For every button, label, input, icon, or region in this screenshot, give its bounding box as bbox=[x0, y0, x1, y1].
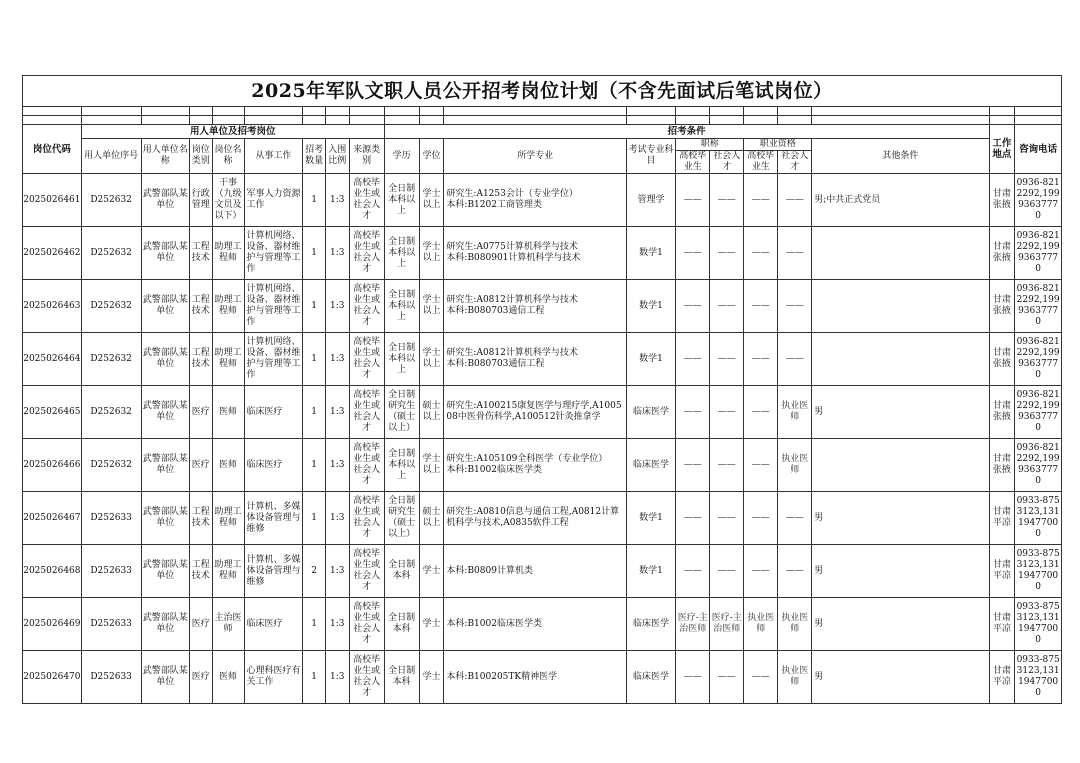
unit-no-cell: D252632 bbox=[81, 333, 141, 386]
education-cell: 全日制研究生（硕士以上） bbox=[384, 386, 419, 439]
title-grad-cell: —— bbox=[676, 280, 710, 333]
qual-grad-cell: 执业医师 bbox=[744, 598, 778, 651]
phone-cell: 0933-8753123,13119477000 bbox=[1015, 492, 1062, 545]
page-title: 2025年军队文职人员公开招考岗位计划（不含先面试后笔试岗位） bbox=[23, 76, 1062, 107]
post-type-cell: 医疗 bbox=[189, 439, 212, 492]
other-cell bbox=[812, 439, 989, 492]
qual-grad-cell: —— bbox=[744, 492, 778, 545]
education-cell: 全日制本科 bbox=[384, 651, 419, 704]
header-qual-social: 社会人才 bbox=[778, 151, 812, 174]
quota-cell: 1 bbox=[303, 386, 326, 439]
ratio-cell: 1:3 bbox=[325, 333, 349, 386]
work-cell: 军事人力资源工作 bbox=[244, 174, 303, 227]
unit-name-cell: 武警部队某单位 bbox=[141, 174, 189, 227]
table-body bbox=[23, 174, 1062, 704]
location-cell: 甘肃张掖 bbox=[989, 333, 1015, 386]
post-type-cell: 工程技术 bbox=[189, 227, 212, 280]
phone-cell: 0936-8212292,19993637770 bbox=[1015, 174, 1062, 227]
post-code-cell: 2025026462 bbox=[23, 227, 82, 280]
qual-social-cell: 执业医师 bbox=[778, 651, 812, 704]
education-cell: 全日制本科以上 bbox=[384, 333, 419, 386]
title-grad-cell: —— bbox=[676, 651, 710, 704]
phone-cell: 0936-8212292,19993637770 bbox=[1015, 227, 1062, 280]
header-major: 所学专业 bbox=[444, 139, 626, 174]
source-cell: 高校毕业生或社会人才 bbox=[349, 386, 384, 439]
header-title-grad: 高校毕业生 bbox=[676, 151, 710, 174]
quota-cell: 1 bbox=[303, 174, 326, 227]
location-cell: 甘肃平凉 bbox=[989, 651, 1015, 704]
table-row bbox=[23, 598, 1062, 651]
degree-cell: 学士以上 bbox=[419, 227, 444, 280]
location-cell: 甘肃平凉 bbox=[989, 492, 1015, 545]
header-unit-no: 用人单位序号 bbox=[81, 139, 141, 174]
title-grad-cell: —— bbox=[676, 439, 710, 492]
other-cell bbox=[812, 280, 989, 333]
exam-subject-cell: 数学1 bbox=[626, 227, 675, 280]
exam-subject-cell: 临床医学 bbox=[626, 439, 675, 492]
qual-social-cell: —— bbox=[778, 492, 812, 545]
phone-cell: 0933-8753123,13119477000 bbox=[1015, 598, 1062, 651]
post-name-cell: 助理工程师 bbox=[212, 280, 244, 333]
post-type-cell: 工程技术 bbox=[189, 333, 212, 386]
degree-cell: 学士以上 bbox=[419, 333, 444, 386]
qual-grad-cell: —— bbox=[744, 227, 778, 280]
post-type-cell: 工程技术 bbox=[189, 492, 212, 545]
table-row bbox=[23, 227, 1062, 280]
location-cell: 甘肃张掖 bbox=[989, 227, 1015, 280]
other-cell: 男 bbox=[812, 651, 989, 704]
recruitment-plan-table bbox=[22, 75, 1062, 704]
table-row bbox=[23, 280, 1062, 333]
source-cell: 高校毕业生或社会人才 bbox=[349, 280, 384, 333]
post-name-cell: 医师 bbox=[212, 439, 244, 492]
work-cell: 临床医疗 bbox=[244, 598, 303, 651]
degree-cell: 学士 bbox=[419, 545, 444, 598]
major-cell: 研究生:A0775计算机科学与技术 本科:B080901计算机科学与技术 bbox=[444, 227, 626, 280]
table-row bbox=[23, 333, 1062, 386]
unit-no-cell: D252633 bbox=[81, 598, 141, 651]
unit-name-cell: 武警部队某单位 bbox=[141, 333, 189, 386]
major-cell: 研究生:A1253会计（专业学位） 本科:B1202工商管理类 bbox=[444, 174, 626, 227]
degree-cell: 学士以上 bbox=[419, 280, 444, 333]
other-cell bbox=[812, 227, 989, 280]
table-row bbox=[23, 651, 1062, 704]
title-social-cell: —— bbox=[710, 386, 744, 439]
other-cell: 男 bbox=[812, 545, 989, 598]
header-quota: 招考数量 bbox=[303, 139, 326, 174]
quota-cell: 1 bbox=[303, 333, 326, 386]
ratio-cell: 1:3 bbox=[325, 280, 349, 333]
blank-row bbox=[23, 116, 1062, 125]
quota-cell: 1 bbox=[303, 651, 326, 704]
unit-name-cell: 武警部队某单位 bbox=[141, 227, 189, 280]
header-unit-name: 用人单位名称 bbox=[141, 139, 189, 174]
quota-cell: 1 bbox=[303, 598, 326, 651]
ratio-cell: 1:3 bbox=[325, 439, 349, 492]
education-cell: 全日制本科以上 bbox=[384, 227, 419, 280]
other-cell: 男 bbox=[812, 492, 989, 545]
unit-name-cell: 武警部队某单位 bbox=[141, 439, 189, 492]
location-cell: 甘肃张掖 bbox=[989, 174, 1015, 227]
exam-subject-cell: 临床医学 bbox=[626, 598, 675, 651]
source-cell: 高校毕业生或社会人才 bbox=[349, 651, 384, 704]
unit-no-cell: D252633 bbox=[81, 492, 141, 545]
title-grad-cell: 医疗-主治医师 bbox=[676, 598, 710, 651]
post-code-cell: 2025026461 bbox=[23, 174, 82, 227]
post-code-cell: 2025026464 bbox=[23, 333, 82, 386]
title-grad-cell: —— bbox=[676, 492, 710, 545]
header-title-group: 职称 bbox=[676, 139, 744, 151]
table-row bbox=[23, 492, 1062, 545]
other-cell: 男;中共正式党员 bbox=[812, 174, 989, 227]
qual-grad-cell: —— bbox=[744, 333, 778, 386]
major-cell: 本科:B1002临床医学类 bbox=[444, 598, 626, 651]
source-cell: 高校毕业生或社会人才 bbox=[349, 439, 384, 492]
unit-no-cell: D252632 bbox=[81, 386, 141, 439]
qual-social-cell: —— bbox=[778, 280, 812, 333]
phone-cell: 0936-8212292,19993637770 bbox=[1015, 386, 1062, 439]
header-post-code: 岗位代码 bbox=[23, 125, 82, 174]
title-social-cell: 医疗-主治医师 bbox=[710, 598, 744, 651]
source-cell: 高校毕业生或社会人才 bbox=[349, 598, 384, 651]
post-name-cell: 医师 bbox=[212, 651, 244, 704]
post-type-cell: 工程技术 bbox=[189, 545, 212, 598]
post-name-cell: 干事（九级文员及以下） bbox=[212, 174, 244, 227]
qual-social-cell: 执业医师 bbox=[778, 439, 812, 492]
phone-cell: 0933-8753123,13119477000 bbox=[1015, 651, 1062, 704]
qual-grad-cell: —— bbox=[744, 386, 778, 439]
unit-no-cell: D252632 bbox=[81, 439, 141, 492]
qual-grad-cell: —— bbox=[744, 651, 778, 704]
phone-cell: 0933-8753123,13119477000 bbox=[1015, 545, 1062, 598]
title-social-cell: —— bbox=[710, 174, 744, 227]
title-social-cell: —— bbox=[710, 333, 744, 386]
header-work: 从事工作 bbox=[244, 139, 303, 174]
post-name-cell: 主治医师 bbox=[212, 598, 244, 651]
unit-name-cell: 武警部队某单位 bbox=[141, 280, 189, 333]
work-cell: 临床医疗 bbox=[244, 439, 303, 492]
major-cell: 研究生:A100215康复医学与理疗学,A100508中医骨伤科学,A100512针灸推拿学 bbox=[444, 386, 626, 439]
work-cell: 计算机、多媒体设备管理与维修 bbox=[244, 492, 303, 545]
unit-name-cell: 武警部队某单位 bbox=[141, 386, 189, 439]
education-cell: 全日制本科 bbox=[384, 598, 419, 651]
ratio-cell: 1:3 bbox=[325, 598, 349, 651]
header-source: 来源类别 bbox=[349, 139, 384, 174]
unit-no-cell: D252632 bbox=[81, 280, 141, 333]
post-name-cell: 助理工程师 bbox=[212, 545, 244, 598]
degree-cell: 学士以上 bbox=[419, 439, 444, 492]
table-row bbox=[23, 174, 1062, 227]
quota-cell: 1 bbox=[303, 439, 326, 492]
qual-social-cell: —— bbox=[778, 333, 812, 386]
qual-social-cell: —— bbox=[778, 174, 812, 227]
location-cell: 甘肃平凉 bbox=[989, 598, 1015, 651]
major-cell: 研究生:A0812计算机科学与技术 本科:B080703通信工程 bbox=[444, 333, 626, 386]
major-cell: 本科:B100205TK精神医学 bbox=[444, 651, 626, 704]
location-cell: 甘肃张掖 bbox=[989, 280, 1015, 333]
qual-social-cell: 执业医师 bbox=[778, 598, 812, 651]
qual-grad-cell: —— bbox=[744, 280, 778, 333]
ratio-cell: 1:3 bbox=[325, 492, 349, 545]
education-cell: 全日制本科 bbox=[384, 545, 419, 598]
post-name-cell: 医师 bbox=[212, 386, 244, 439]
title-grad-cell: —— bbox=[676, 545, 710, 598]
header-other: 其他条件 bbox=[812, 139, 989, 174]
post-name-cell: 助理工程师 bbox=[212, 227, 244, 280]
phone-cell: 0936-8212292,19993637770 bbox=[1015, 333, 1062, 386]
degree-cell: 学士 bbox=[419, 598, 444, 651]
location-cell: 甘肃平凉 bbox=[989, 545, 1015, 598]
other-cell: 男 bbox=[812, 386, 989, 439]
header-exam-subject: 考试专业科目 bbox=[626, 139, 675, 174]
education-cell: 全日制研究生（硕士以上） bbox=[384, 492, 419, 545]
post-type-cell: 医疗 bbox=[189, 598, 212, 651]
education-cell: 全日制本科以上 bbox=[384, 280, 419, 333]
qual-grad-cell: —— bbox=[744, 174, 778, 227]
ratio-cell: 1:3 bbox=[325, 227, 349, 280]
post-code-cell: 2025026468 bbox=[23, 545, 82, 598]
ratio-cell: 1:3 bbox=[325, 174, 349, 227]
title-social-cell: —— bbox=[710, 545, 744, 598]
header-degree: 学位 bbox=[419, 139, 444, 174]
exam-subject-cell: 临床医学 bbox=[626, 651, 675, 704]
major-cell: 研究生:A0810信息与通信工程,A0812计算机科学与技术,A0835软件工程 bbox=[444, 492, 626, 545]
table-row bbox=[23, 545, 1062, 598]
title-social-cell: —— bbox=[710, 651, 744, 704]
degree-cell: 硕士以上 bbox=[419, 386, 444, 439]
source-cell: 高校毕业生或社会人才 bbox=[349, 333, 384, 386]
location-cell: 甘肃张掖 bbox=[989, 386, 1015, 439]
quota-cell: 1 bbox=[303, 227, 326, 280]
quota-cell: 1 bbox=[303, 492, 326, 545]
qual-grad-cell: —— bbox=[744, 439, 778, 492]
post-code-cell: 2025026466 bbox=[23, 439, 82, 492]
post-code-cell: 2025026463 bbox=[23, 280, 82, 333]
post-type-cell: 行政管理 bbox=[189, 174, 212, 227]
title-social-cell: —— bbox=[710, 439, 744, 492]
source-cell: 高校毕业生或社会人才 bbox=[349, 174, 384, 227]
title-grad-cell: —— bbox=[676, 227, 710, 280]
qual-social-cell: 执业医师 bbox=[778, 386, 812, 439]
post-code-cell: 2025026470 bbox=[23, 651, 82, 704]
qual-grad-cell: —— bbox=[744, 545, 778, 598]
post-code-cell: 2025026469 bbox=[23, 598, 82, 651]
exam-subject-cell: 数学1 bbox=[626, 280, 675, 333]
work-cell: 计算机网络、设备、器材维护与管理等工作 bbox=[244, 280, 303, 333]
post-code-cell: 2025026465 bbox=[23, 386, 82, 439]
post-type-cell: 工程技术 bbox=[189, 280, 212, 333]
other-cell: 男 bbox=[812, 598, 989, 651]
exam-subject-cell: 数学1 bbox=[626, 333, 675, 386]
unit-no-cell: D252633 bbox=[81, 545, 141, 598]
header-qual-grad: 高校毕业生 bbox=[744, 151, 778, 174]
quota-cell: 1 bbox=[303, 280, 326, 333]
table-row bbox=[23, 439, 1062, 492]
title-social-cell: —— bbox=[710, 227, 744, 280]
blank-row bbox=[23, 107, 1062, 116]
unit-no-cell: D252632 bbox=[81, 174, 141, 227]
title-social-cell: —— bbox=[710, 492, 744, 545]
post-name-cell: 助理工程师 bbox=[212, 492, 244, 545]
other-cell bbox=[812, 333, 989, 386]
phone-cell: 0936-8212292,19993637770 bbox=[1015, 280, 1062, 333]
quota-cell: 2 bbox=[303, 545, 326, 598]
header-ratio: 入围比例 bbox=[325, 139, 349, 174]
unit-no-cell: D252632 bbox=[81, 227, 141, 280]
source-cell: 高校毕业生或社会人才 bbox=[349, 545, 384, 598]
title-grad-cell: —— bbox=[676, 386, 710, 439]
qual-social-cell: —— bbox=[778, 545, 812, 598]
work-cell: 临床医疗 bbox=[244, 386, 303, 439]
unit-name-cell: 武警部队某单位 bbox=[141, 651, 189, 704]
header-title-social: 社会人才 bbox=[710, 151, 744, 174]
exam-subject-cell: 数学1 bbox=[626, 492, 675, 545]
post-name-cell: 助理工程师 bbox=[212, 333, 244, 386]
location-cell: 甘肃张掖 bbox=[989, 439, 1015, 492]
post-code-cell: 2025026467 bbox=[23, 492, 82, 545]
unit-name-cell: 武警部队某单位 bbox=[141, 598, 189, 651]
unit-name-cell: 武警部队某单位 bbox=[141, 545, 189, 598]
ratio-cell: 1:3 bbox=[325, 386, 349, 439]
header-qual-group: 职业资格 bbox=[744, 139, 812, 151]
source-cell: 高校毕业生或社会人才 bbox=[349, 492, 384, 545]
degree-cell: 学士 bbox=[419, 651, 444, 704]
header-group-conditions: 招考条件 bbox=[384, 125, 989, 139]
education-cell: 全日制本科以上 bbox=[384, 174, 419, 227]
post-type-cell: 医疗 bbox=[189, 386, 212, 439]
phone-cell: 0936-8212292,19993637770 bbox=[1015, 439, 1062, 492]
header-post-name: 岗位名称 bbox=[212, 139, 244, 174]
major-cell: 本科:B0809计算机类 bbox=[444, 545, 626, 598]
work-cell: 计算机网络、设备、器材维护与管理等工作 bbox=[244, 227, 303, 280]
exam-subject-cell: 管理学 bbox=[626, 174, 675, 227]
exam-subject-cell: 数学1 bbox=[626, 545, 675, 598]
unit-no-cell: D252633 bbox=[81, 651, 141, 704]
title-grad-cell: —— bbox=[676, 333, 710, 386]
title-grad-cell: —— bbox=[676, 174, 710, 227]
header-phone: 咨询电话 bbox=[1015, 125, 1062, 174]
ratio-cell: 1:3 bbox=[325, 651, 349, 704]
unit-name-cell: 武警部队某单位 bbox=[141, 492, 189, 545]
header-education: 学历 bbox=[384, 139, 419, 174]
title-social-cell: —— bbox=[710, 280, 744, 333]
work-cell: 心理科医疗有关工作 bbox=[244, 651, 303, 704]
education-cell: 全日制本科以上 bbox=[384, 439, 419, 492]
major-cell: 研究生:A105109全科医学（专业学位） 本科:B1002临床医学类 bbox=[444, 439, 626, 492]
source-cell: 高校毕业生或社会人才 bbox=[349, 227, 384, 280]
qual-social-cell: —— bbox=[778, 227, 812, 280]
exam-subject-cell: 临床医学 bbox=[626, 386, 675, 439]
major-cell: 研究生:A0812计算机科学与技术 本科:B080703通信工程 bbox=[444, 280, 626, 333]
work-cell: 计算机、多媒体设备管理与维修 bbox=[244, 545, 303, 598]
header-group-unit: 用人单位及招考岗位 bbox=[81, 125, 384, 139]
header-location: 工作地点 bbox=[989, 125, 1015, 174]
table-row bbox=[23, 386, 1062, 439]
ratio-cell: 1:3 bbox=[325, 545, 349, 598]
degree-cell: 学士以上 bbox=[419, 174, 444, 227]
degree-cell: 硕士以上 bbox=[419, 492, 444, 545]
work-cell: 计算机网络、设备、器材维护与管理等工作 bbox=[244, 333, 303, 386]
header-post-type: 岗位类别 bbox=[189, 139, 212, 174]
post-type-cell: 医疗 bbox=[189, 651, 212, 704]
